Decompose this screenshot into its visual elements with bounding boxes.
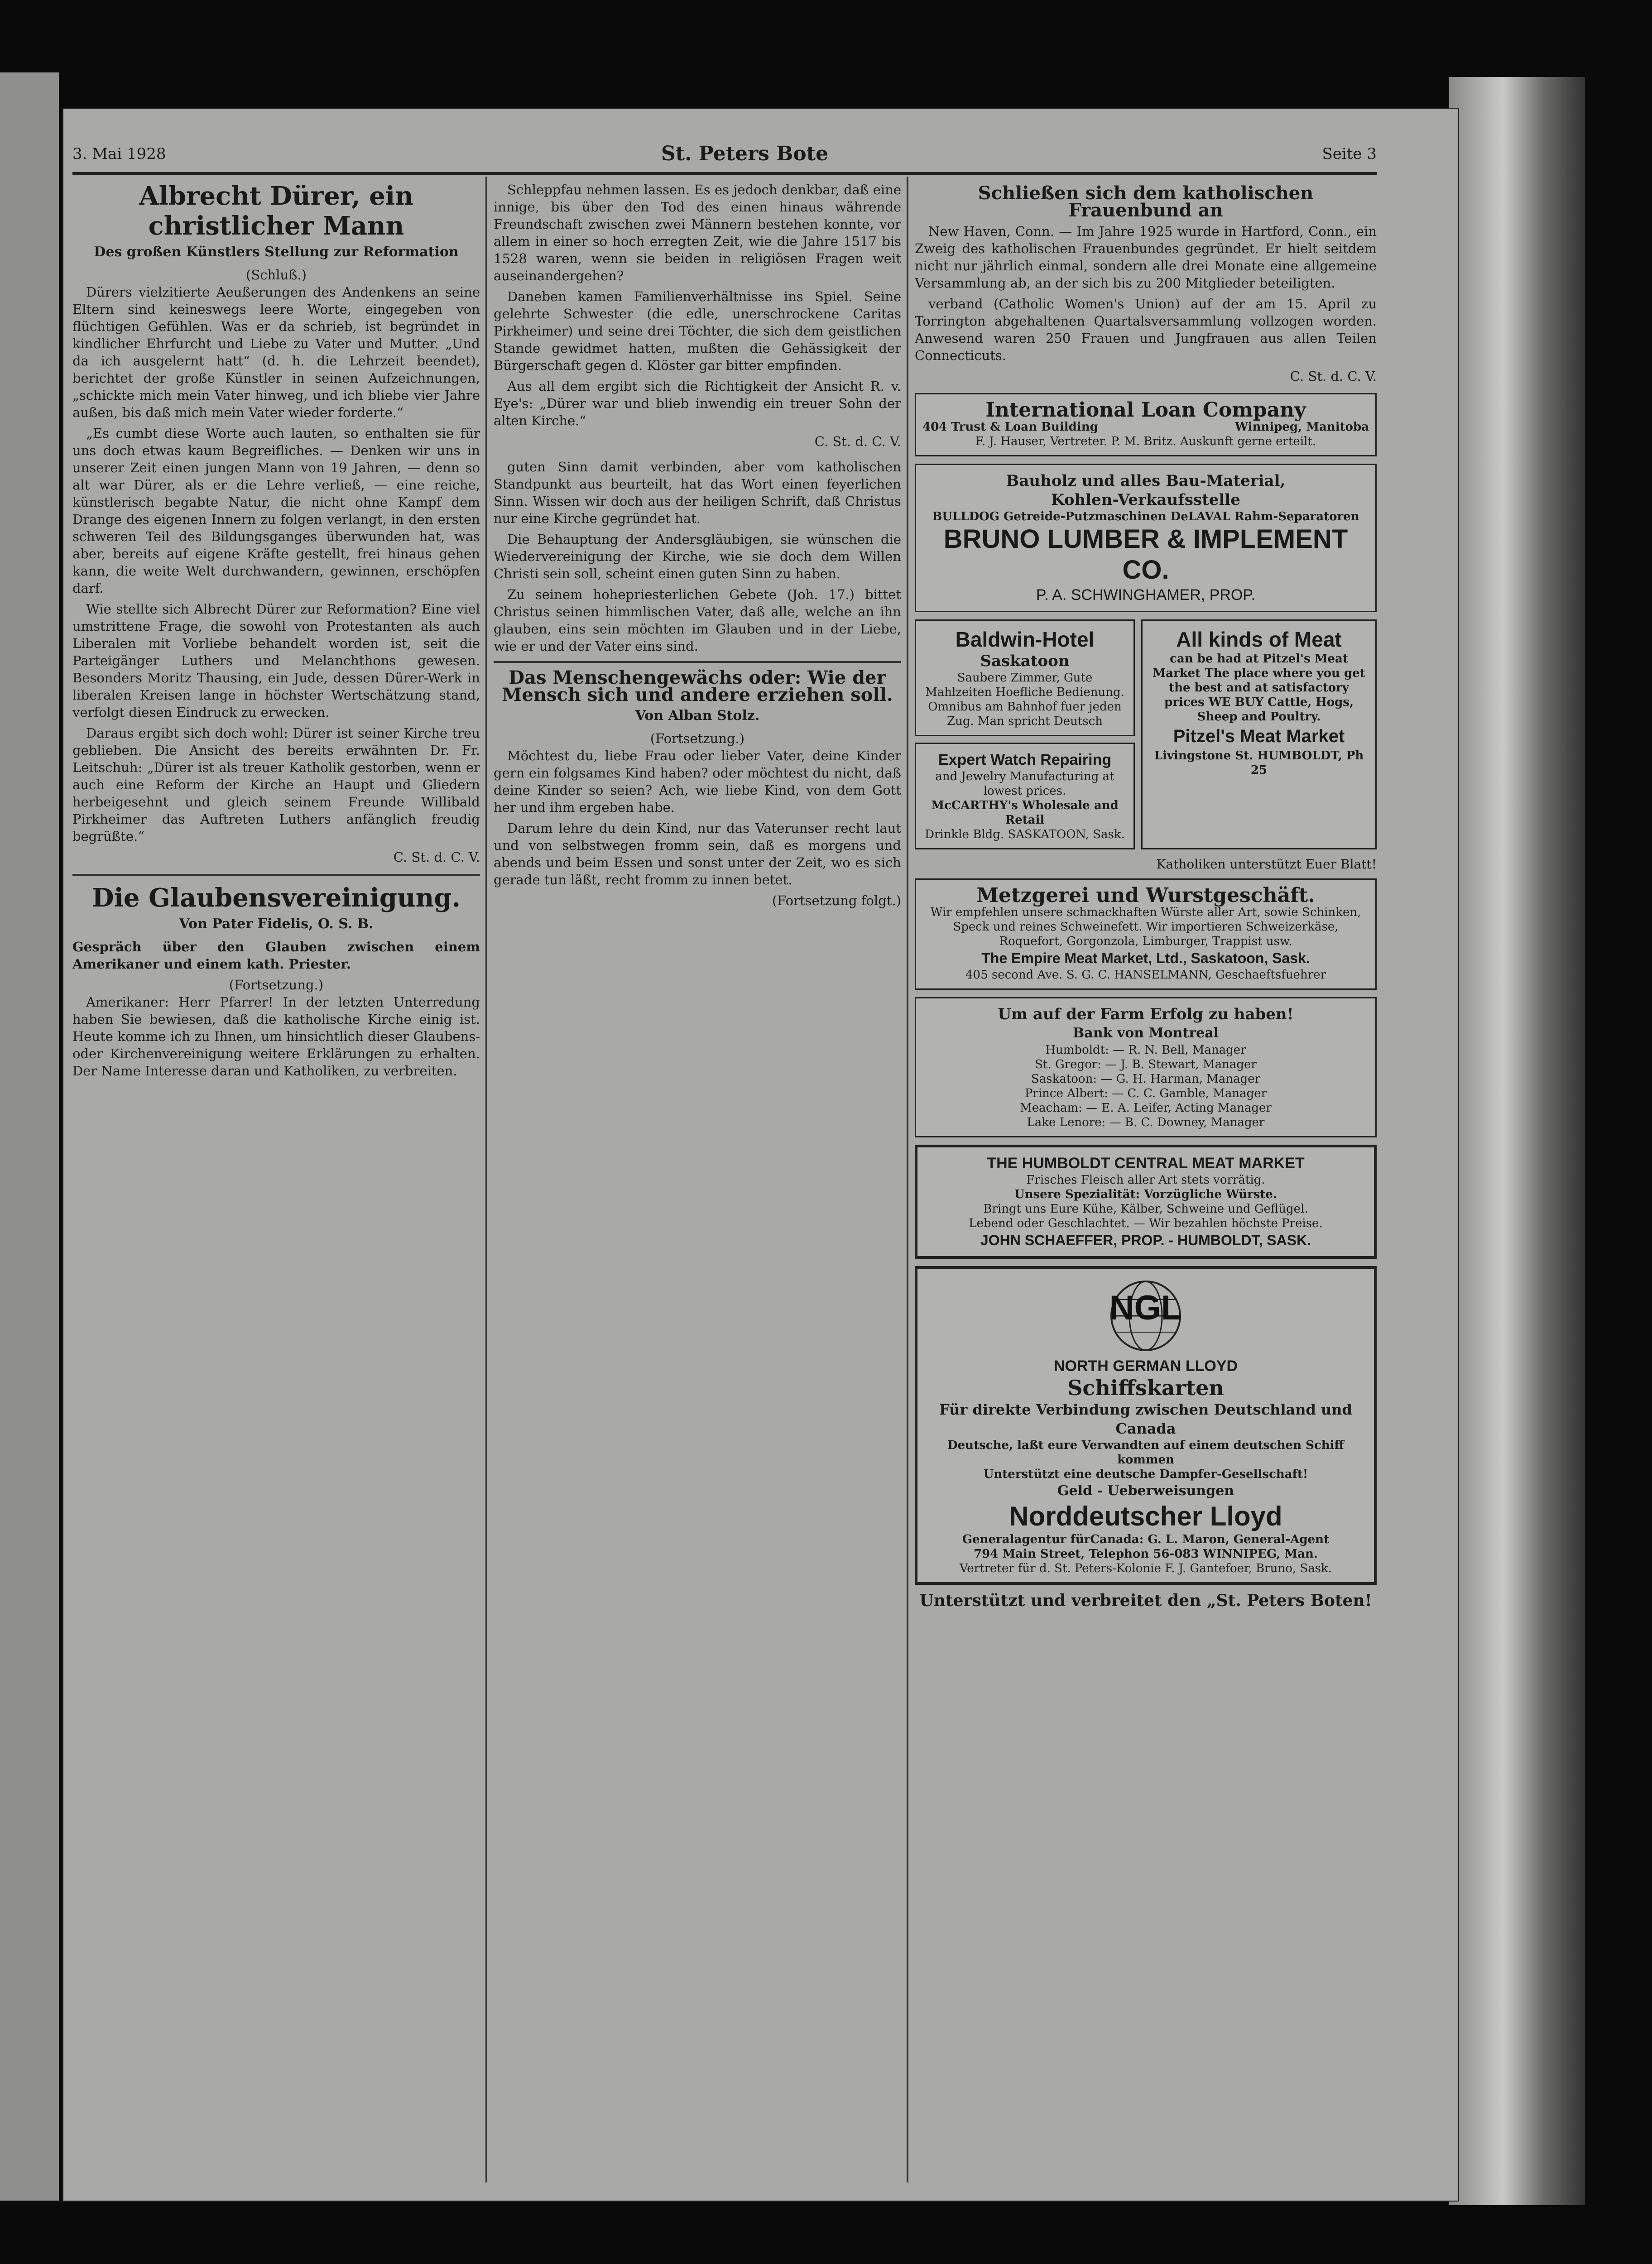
- article-signature: C. St. d. C. V.: [814, 434, 901, 449]
- article-paragraph: Amerikaner: Herr Pfarrer! In der letzten Unterredung haben Sie bewiesen, daß die katholische Kirche einig ist. Heute komme ich zu Ihnen, um hinsichtlich dieser Glaubens- oder Kirchenvereinigung weitere Erklärungen zu erhalten. Der Name Interesse daran und Katholiken, zu verbreiten.: [72, 994, 480, 1079]
- continuation-end: (Fortsetzung folgt.): [772, 893, 901, 908]
- ad-name: Pitzel's Meat Market: [1173, 726, 1345, 746]
- page-header: [72, 142, 1377, 172]
- article-headline: Schließen sich dem katholischen Frauenbund an: [978, 182, 1314, 221]
- support-slogan: Katholiken unterstützt Euer Blatt!: [1156, 857, 1377, 872]
- article-paragraph: Aus all dem ergibt sich die Richtigkeit der Ansicht R. v. Eye's: „Dürer war und blieb inwendig ein treuer Sohn der alten Kirche.“: [494, 379, 901, 428]
- ad-address: Livingstone St. HUMBOLDT, Ph 25: [1154, 749, 1364, 777]
- ad-name: Bank von Montreal: [1072, 1025, 1219, 1041]
- ad-agent: F. J. Hauser, Vertreter. P. M. Britz. Auskunft gerne erteilt.: [975, 435, 1316, 448]
- ad-watch-repair: [915, 743, 1135, 849]
- book-edge: [1449, 77, 1585, 2205]
- ad-line: Geld - Ueberweisungen: [1057, 1483, 1234, 1499]
- ad-line: Kohlen-Verkaufsstelle: [1051, 491, 1240, 509]
- ad-agent: Generalagentur fürCanada: G. L. Maron, General-Agent: [962, 1533, 1330, 1546]
- ad-north-german-lloyd: [915, 1266, 1377, 1585]
- continuation-note: (Fortsetzung.): [229, 977, 324, 993]
- ad-line: Deutsche, laßt eure Verwandten auf einem deutschen Schiff kommen: [947, 1439, 1344, 1467]
- globe-logo: [1082, 1280, 1209, 1352]
- issue-date: 3. Mai 1928: [72, 145, 166, 163]
- ad-name: McCARTHY's Wholesale and Retail: [931, 799, 1119, 827]
- article-paragraph: „Es cumbt diese Worte auch lauten, so enthalten sie für uns doch etwas kaum Begreifliches. — Denken wir uns in unserer Zeit einen jungen Mann von 19 Jahren, — denn so alt war Dürer, als er die Lehre verließ, — eine reiche, künstlerisch begabte Natur, die nicht ohne Kampf dem Drange des eigenen Innern zu folgen verlangt, in den ersten schweren Teil des Bildungsganges überwunden hat, was aber, bereits auf eigene Kräfte gestellt, frei hinaus gehen kann, die weite Welt durchwandern, gewinnen, erschöpfen darf.: [72, 426, 480, 596]
- column-2: [494, 181, 901, 2182]
- ad-name: The Empire Meat Market, Ltd., Saskatoon, Sask.: [981, 950, 1310, 966]
- ad-text: can be had at Pitzel's Meat Market The place where you get the best and at satisfactory prices WE BUY Cattle, Hogs, Sheep and Poultry.: [1153, 652, 1365, 724]
- branch-line: St. Gregor: — J. B. Stewart, Manager: [1035, 1058, 1257, 1071]
- ad-bruno-lumber: [915, 464, 1377, 612]
- ad-title: Baldwin-Hotel: [955, 628, 1095, 651]
- article-byline: Von Pater Fidelis, O. S. B.: [179, 916, 374, 932]
- ad-address: 794 Main Street, Telephon 56-083 WINNIPEG, Man.: [974, 1547, 1318, 1561]
- ad-line: Unterstützt eine deutsche Dampfer-Gesellschaft!: [983, 1468, 1308, 1481]
- ad-pitzel-meat: [1141, 619, 1377, 849]
- ad-subtext: Omnibus am Bahnhof fuer jeden Zug. Man spricht Deutsch: [928, 700, 1122, 728]
- article-paragraph: Daneben kamen Familienverhältnisse ins Spiel. Seine gelehrte Schwester (die edle, unerschrockene Caritas Pirkheimer) und seine drei Töchter, die sich dem geistlichen Stande gewidmet hatten, mußten die Gehässigkeit der Bürgerschaft gegen d. Klöster gar bitter empfinden.: [494, 289, 901, 373]
- article-paragraph: Darum lehre du dein Kind, nur das Vaterunser recht laut und von selbstwegen fromm sein, daß es morgens und abends und beim Essen und sonst unter der Zeit, wo es sich gerade tun läßt, recht fromm zu innen betet.: [494, 820, 901, 887]
- ad-title: All kinds of Meat: [1176, 628, 1342, 651]
- ad-title: Schiffskarten: [1067, 1376, 1224, 1400]
- ad-title: THE HUMBOLDT CENTRAL MEAT MARKET: [987, 1155, 1305, 1172]
- ad-subtitle: Für direkte Verbindung zwischen Deutschland und Canada: [939, 1401, 1352, 1437]
- logo-text: NGL: [1109, 1289, 1182, 1327]
- branch-line: Saskatoon: — G. H. Harman, Manager: [1031, 1072, 1261, 1086]
- ad-humboldt-meat: [915, 1145, 1377, 1259]
- ad-empire-meat: [915, 878, 1377, 990]
- branch-line: Lake Lenore: — B. C. Downey, Manager: [1027, 1116, 1265, 1129]
- ad-address: Drinkle Bldg. SASKATOON, Sask.: [925, 828, 1125, 841]
- ad-text: Wir empfehlen unsere schmackhaften Würste aller Art, sowie Schinken, Speck und reines Schweinefett. Wir importieren Schweizerkäse, Roquefort, Gorgonzola, Limburger, Trappist usw.: [930, 906, 1361, 948]
- branch-line: Prince Albert: — C. C. Gamble, Manager: [1024, 1087, 1267, 1100]
- ad-line: Frisches Fleisch aller Art stets vorrätig.: [1026, 1173, 1265, 1187]
- article-signature: C. St. d. C. V.: [1290, 369, 1377, 384]
- column-divider: [485, 177, 487, 2182]
- continuation-note: (Fortsetzung.): [650, 731, 745, 746]
- ad-title: Metzgerei und Wurstgeschäft.: [976, 884, 1315, 907]
- article-paragraph: New Haven, Conn. — Im Jahre 1925 wurde in Hartford, Conn., ein Zweig des katholischen Frauenbundes gegründet. Er hielt seitdem nicht nur jährlich einmal, sondern alle drei Monate eine allgemeine Versammlung ab, an der sich bis zu 200 Mitglieder beteiligten.: [915, 224, 1377, 291]
- ad-proprietor: P. A. SCHWINGHAMER, PROP.: [1036, 586, 1256, 604]
- ad-line: BULLDOG Getreide-Putzmaschinen DeLAVAL Rahm-Separatoren: [932, 510, 1359, 523]
- ad-representative: Vertreter für d. St. Peters-Kolonie F. J. Gantefoer, Bruno, Sask.: [959, 1562, 1332, 1575]
- continuation-note: (Schluß.): [246, 267, 307, 283]
- column-1: [72, 181, 480, 2182]
- ad-title: Um auf der Farm Erfolg zu haben!: [998, 1005, 1294, 1023]
- article-paragraph: Wie stellte sich Albrecht Dürer zur Reformation? Eine viel umstrittene Frage, die sowohl von Protestanten als auch Liberalen mit Vorliebe behandelt worden ist, seit die Parteigänger Luthers und Melanchthons gewesen. Besonders Moritz Thausing, ein Jude, dessen Dürer-Werk in liberalen Kreisen lange in höchster Wertschätzung stand, verfolgt diesen Eindruck zu erwecken.: [72, 601, 480, 720]
- newspaper-page: [63, 109, 1458, 2201]
- column-divider: [907, 177, 908, 2182]
- ad-line: Unsere Spezialität: Vorzügliche Würste.: [1014, 1188, 1277, 1201]
- ad-name: NORTH GERMAN LLOYD: [1053, 1357, 1238, 1375]
- article-paragraph: guten Sinn damit verbinden, aber vom katholischen Standpunkt aus beurteilt, hat das Wort einen feyerlichen Sinn. Wissen wir doch aus der heiligen Schrift, daß Christus nur eine Kirche gegründet hat.: [494, 459, 901, 526]
- ad-bank-montreal: [915, 997, 1377, 1137]
- column-3: [915, 181, 1377, 2192]
- article-subhead: Des großen Künstlers Stellung zur Reformation: [94, 244, 459, 260]
- article-divider: [494, 661, 901, 663]
- ad-title: BRUNO LUMBER & IMPLEMENT CO.: [943, 524, 1348, 585]
- masthead-title: St. Peters Bote: [661, 142, 829, 165]
- article-headline: Albrecht Dürer, ein christlicher Mann: [139, 181, 413, 241]
- branch-line: Meacham: — E. A. Leifer, Acting Manager: [1020, 1101, 1272, 1115]
- ad-line: Lebend oder Geschlachtet. — Wir bezahlen höchste Preise.: [969, 1217, 1323, 1230]
- article-paragraph: Zu seinem hohepriesterlichen Gebete (Joh. 17.) bittet Christus seinen himmlischen Vater, daß alle, welche an ihn glauben, eins sein möchten im Glauben und in der Liebe, wie er und der Vater eins sind.: [494, 587, 901, 654]
- ad-city: Saskatoon: [980, 652, 1070, 670]
- ad-company: Norddeutscher Lloyd: [1009, 1501, 1282, 1531]
- branch-line: Humboldt: — R. N. Bell, Manager: [1045, 1043, 1246, 1057]
- article-divider: [72, 874, 480, 876]
- ad-international-loan: [915, 393, 1377, 456]
- ad-city: Winnipeg, Manitoba: [1234, 420, 1369, 434]
- article-paragraph: Möchtest du, liebe Frau oder lieber Vater, deine Kinder gern ein folgsames Kind haben? oder möchtest du nicht, daß deine Kinder so seien? Ach, wie liebe Kind, von dem Gott her und ihm ergeben habe.: [494, 748, 901, 815]
- ad-title: Expert Watch Repairing: [938, 751, 1112, 768]
- ad-line: Bauholz und alles Bau-Material,: [1006, 472, 1286, 490]
- article-headline: Die Glaubensvereinigung.: [92, 883, 461, 913]
- article-intro: Gespräch über den Glauben zwischen einem Amerikaner und einem kath. Priester.: [72, 939, 480, 972]
- ad-text: Saubere Zimmer, Gute Mahlzeiten Hoefliche Bedienung.: [925, 671, 1124, 699]
- ad-title: International Loan Company: [985, 398, 1306, 422]
- article-paragraph: Daraus ergibt sich doch wohl: Dürer ist seiner Kirche treu geblieben. Die Ansicht des bereits erwähnten Dr. Fr. Leitschuh: „Dürer ist als treuer Katholik gestorben, wenn er auch eine Reform der Kirche an Haupt und Gliedern herbeigesehnt und gleich seinem Freunde Willibald Pirkheimer das Auftreten Luthers anfänglich freudig begrüßte.“: [72, 725, 480, 844]
- ad-text: and Jewelry Manufacturing at lowest prices.: [935, 770, 1114, 798]
- ad-line: Bringt uns Eure Kühe, Kälber, Schweine und Geflügel.: [983, 1202, 1308, 1216]
- article-paragraph: verband (Catholic Women's Union) auf der am 15. April zu Torrington abgehaltenen Quartalsversammlung vollzogen worden. Anwesend waren 250 Frauen und Jungfrauen aus allen Teilen Connecticuts.: [915, 296, 1377, 363]
- ad-footer: JOHN SCHAEFFER, PROP. - HUMBOLDT, SASK.: [980, 1232, 1311, 1248]
- ad-address: 404 Trust & Loan Building: [922, 420, 1098, 434]
- ad-baldwin-hotel: [915, 619, 1135, 736]
- article-byline: Von Alban Stolz.: [635, 708, 760, 724]
- article-headline: Das Menschengewächs oder: Wie der Mensch sich und andere erziehen soll.: [502, 667, 893, 705]
- adjacent-page-edge: [0, 72, 59, 2201]
- article-signature: C. St. d. C. V.: [393, 849, 480, 865]
- page-number: Seite 3: [1322, 145, 1377, 163]
- page-footer-slogan: Unterstützt und verbreitet den „St. Peters Boten!: [919, 1591, 1372, 1610]
- ad-address: 405 second Ave. S. G. C. HANSELMANN, Geschaeftsfuehrer: [965, 968, 1326, 982]
- header-rule: [72, 172, 1377, 175]
- article-paragraph: Dürers vielzitierte Aeußerungen des Andenkens an seine Eltern sind keineswegs leere Worte, eingegeben von flüchtigen Gefühlen. Was er da schrieb, ist begründet in kindlicher Ehrfurcht und Liebe zu Vater und Mutter. „Und da ich ausgelernt hatt“ (d. h. die Lehrzeit beendet), berichtet der große Künstler in seinen Aufzeichnungen, „schickte mich mein Vater hinweg, und ich bliebe vier Jahre außen, bis daß mich mein Vater wieder forderte.“: [72, 284, 480, 420]
- article-paragraph: Die Behauptung der Andersgläubigen, sie wünschen die Wiedervereinigung der Kirche, wie sie doch dem Willen Christi sein soll, scheint einen guten Sinn zu haben.: [494, 532, 901, 581]
- article-paragraph: Schleppfau nehmen lassen. Es es jedoch denkbar, daß eine innige, bis über den Tod des einen hinaus währende Freundschaft zwischen zwei Männern bestehen konnte, vor allem in einer so hoch erregten Zeit, wie die Jahre 1517 bis 1528 waren, wenn sie beiden in religiösen Fragen weit auseinandergehen?: [494, 182, 901, 283]
